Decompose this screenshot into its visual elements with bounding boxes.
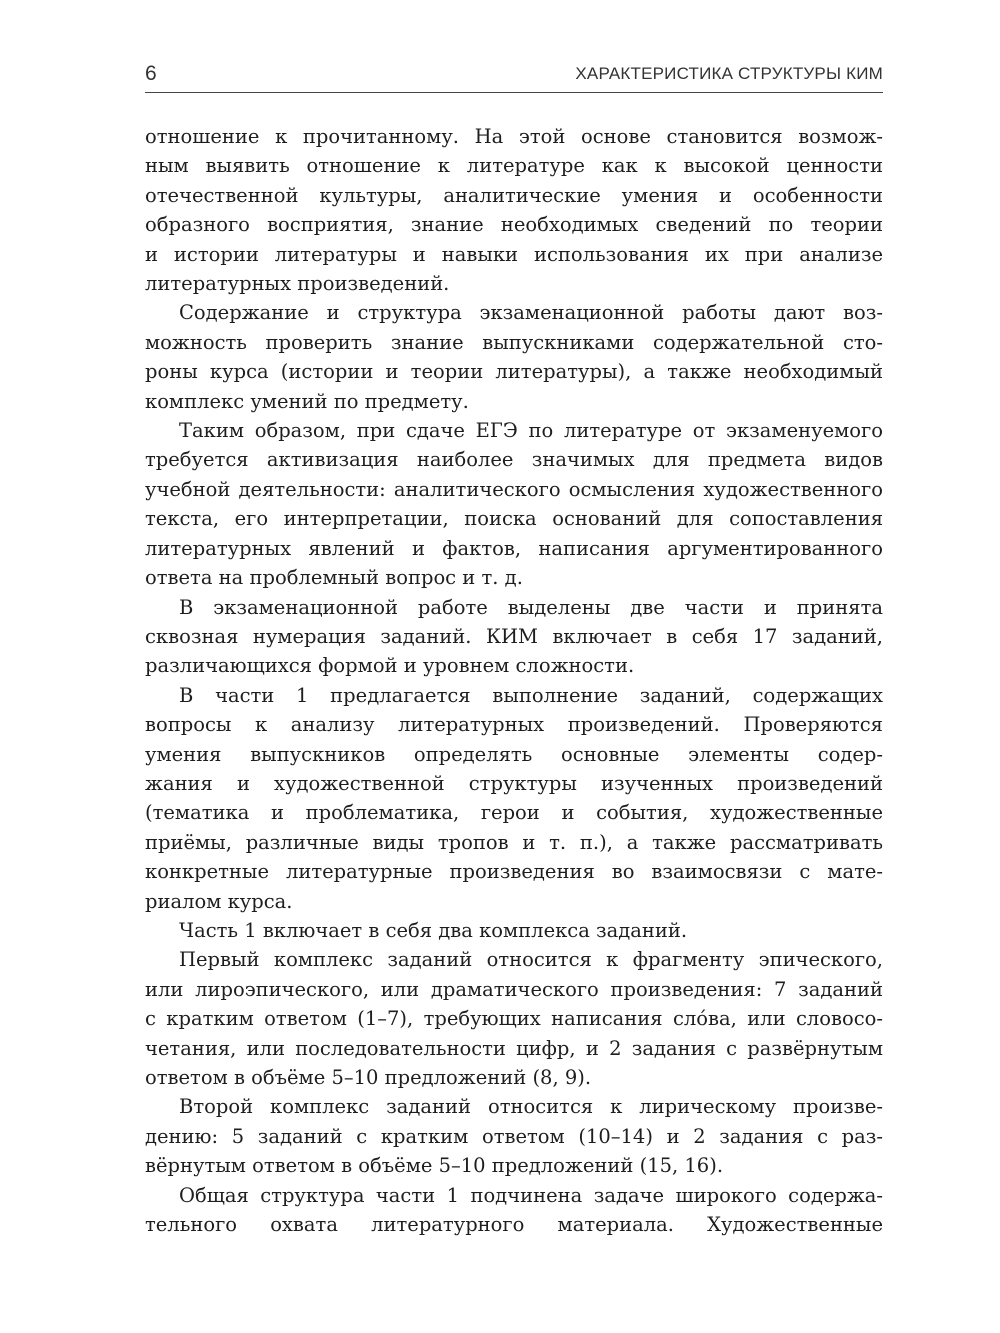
text-line: требуется активизация наиболее значимых для предмета видов (145, 448, 883, 472)
text-line: Общая структура части 1 подчинена задаче широкого содержа- (179, 1183, 883, 1207)
text-line: (тематика и проблематика, герои и события, художественные (145, 801, 883, 825)
paragraph (145, 916, 883, 945)
text-line: отношение к прочитанному. На этой основе становится возмож- (145, 125, 883, 148)
text-line: текста, его интерпретации, поиска оснований для сопоставления (145, 507, 883, 531)
text-line: учебной деятельности: аналитического осмысления художественного (145, 477, 883, 501)
text-line: тельного охвата литературного материала. Художественные (145, 1213, 883, 1237)
page-number: 6 (145, 62, 157, 85)
text-line: можность проверить знание выпускниками содержательной сто- (145, 330, 883, 354)
text-line: вёрнутым ответом в объёме 5–10 предложений (15, 16). (145, 1154, 724, 1178)
text-line: ответа на проблемный вопрос и т. д. (145, 566, 523, 590)
body-text (145, 122, 883, 1239)
paragraph (145, 593, 883, 681)
section-title: ХАРАКТЕРИСТИКА СТРУКТУРЫ КИМ (575, 64, 883, 83)
paragraph (145, 416, 883, 592)
running-head (145, 62, 883, 93)
paragraph (145, 122, 883, 298)
text-line: приёмы, различные виды тропов и т. п.), а также рассматривать (145, 830, 883, 854)
paragraph (145, 945, 883, 1092)
text-line: или лироэпического, или драматического произведения: 7 заданий (145, 977, 883, 1001)
text-line: четания, или последовательности цифр, и 2 задания с развёрнутым (145, 1036, 883, 1060)
text-line: В экзаменационной работе выделены две части и принята (179, 595, 883, 619)
text-line: ным выявить отношение к литературе как к высокой ценности (145, 154, 883, 178)
text-line: умения выпускников определять основные элементы содер- (145, 742, 883, 766)
text-line: различающихся формой и уровнем сложности. (145, 654, 635, 678)
text-line: с кратким ответом (1–7), требующих написания сло́ва, или словосо- (145, 1007, 883, 1031)
paragraph (145, 298, 883, 416)
text-line: жания и художественной структуры изученных произведений (145, 771, 883, 795)
text-line: риалом курса. (145, 889, 293, 913)
text-line: отечественной культуры, аналитические умения и особенности (145, 183, 883, 207)
text-line: дению: 5 заданий с кратким ответом (10–14) и 2 задания с раз- (145, 1124, 883, 1148)
paragraph (145, 681, 883, 916)
text-line: сквозная нумерация заданий. КИМ включает в себя 17 заданий, (145, 624, 883, 648)
text-line: Таким образом, при сдаче ЕГЭ по литературе от экзаменуемого (179, 419, 883, 443)
paragraph (145, 1092, 883, 1180)
paragraph (145, 1181, 883, 1240)
text-line: В части 1 предлагается выполнение заданий, содержащих (179, 683, 883, 707)
text-line: литературных произведений. (145, 272, 450, 296)
text-line: Часть 1 включает в себя два комплекса заданий. (179, 918, 688, 942)
text-line: Содержание и структура экзаменационной работы дают воз- (179, 301, 883, 325)
text-line: Второй комплекс заданий относится к лирическому произве- (179, 1095, 883, 1119)
text-line: конкретные литературные произведения во взаимосвязи с мате- (145, 860, 883, 884)
text-line: образного восприятия, знание необходимых сведений по теории (145, 213, 883, 237)
text-line: вопросы к анализу литературных произведений. Проверяются (145, 713, 883, 737)
text-line: ответом в объёме 5–10 предложений (8, 9). (145, 1066, 592, 1089)
text-line: Первый комплекс заданий относится к фрагменту эпического, (179, 948, 883, 972)
text-line: роны курса (истории и теории литературы), а также необходимый (145, 360, 883, 384)
text-line: и истории литературы и навыки использования их при анализе (145, 242, 883, 266)
text-line: литературных явлений и фактов, написания аргументированного (145, 536, 883, 560)
text-line: комплекс умений по предмету. (145, 389, 469, 413)
